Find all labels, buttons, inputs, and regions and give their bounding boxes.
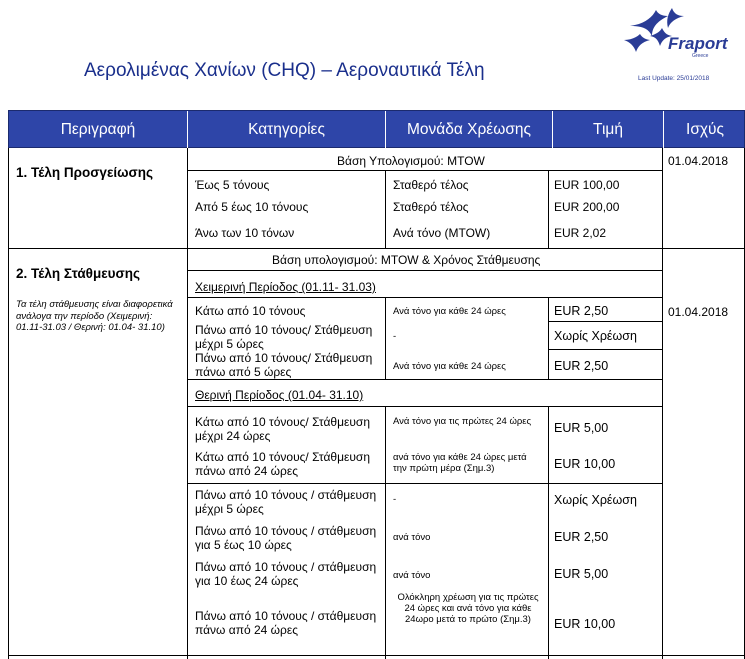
- summer-row-price: EUR 10,00: [554, 457, 616, 471]
- section-landing-title: 1. Τέλη Προσγείωσης: [16, 165, 154, 180]
- winter-row-category: Πάνω από 10 τόνους/ Στάθμευση πάνω από 5 ώρες: [195, 351, 373, 379]
- landing-row-category: Έως 5 τόνους: [195, 178, 270, 192]
- header-price: Τιμή: [553, 111, 664, 149]
- last-update: Last Update: 25/01/2018: [638, 75, 710, 82]
- landing-row-unit: Ανά τόνο (MTOW): [393, 226, 491, 240]
- winter-row-price: EUR 2,50: [554, 304, 609, 318]
- fraport-logo: [622, 6, 742, 64]
- winter-row-unit: -: [393, 331, 397, 342]
- header-categories: Κατηγορίες: [188, 111, 386, 149]
- section-parking-title: 2. Τέλη Στάθμευσης: [16, 266, 140, 281]
- winter-row-unit: Ανά τόνο για κάθε 24 ώρες: [393, 306, 506, 317]
- winter-row-price: Χωρίς Χρέωση: [554, 329, 637, 343]
- summer-row-category: Πάνω από 10 τόνους / στάθμευση μέχρι 5 ώρες: [195, 488, 377, 516]
- landing-row-unit: Σταθερό τέλος: [393, 178, 469, 192]
- page-title: Αερολιμένας Χανίων (CHQ) – Αεροναυτικά Τέλη: [84, 60, 485, 81]
- summer-row-category: Πάνω από 10 τόνους / στάθμευση για 10 έως 24 ώρες: [195, 560, 377, 588]
- logo-subtitle: Greece: [692, 53, 709, 59]
- winter-row-price: EUR 2,50: [554, 359, 609, 373]
- summer-row-category: Πάνω από 10 τόνους / στάθμευση για 5 έως 10 ώρες: [195, 524, 377, 552]
- summer-row-category: Πάνω από 10 τόνους / στάθμευση πάνω από 24 ώρες: [195, 609, 377, 637]
- section-landing-validity: 01.04.2018: [668, 154, 729, 168]
- header-description: Περιγραφή: [9, 111, 188, 149]
- winter-period-label: Χειμερινή Περίοδος (01.11- 31.03): [195, 280, 376, 294]
- summer-row-unit: Ανά τόνο για τις πρώτες 24 ώρες: [393, 416, 532, 427]
- summer-row-unit: Ολόκληρη χρέωση για τις πρώτες 24 ώρες και ανά τόνο για κάθε 24ωρο μετά το πρώτο (Σημ.3): [397, 592, 539, 625]
- landing-row-unit: Σταθερό τέλος: [393, 200, 469, 214]
- summer-row-price: EUR 5,00: [554, 421, 609, 435]
- summer-row-price: EUR 5,00: [554, 567, 609, 581]
- header-charge-unit: Μονάδα Χρέωσης: [386, 111, 553, 149]
- summer-row-unit: ανά τόνο: [393, 532, 431, 543]
- winter-row-category: Κάτω από 10 τόνους: [195, 304, 306, 318]
- section-parking-note: Τα τέλη στάθμευσης είναι διαφορετικά ανάλογα την περίοδο (Χειμερινή: 01.11-31.03 / Θερινή: 01.04- 31.10): [16, 299, 173, 333]
- summer-row-unit: -: [393, 494, 397, 505]
- summer-row-price: EUR 2,50: [554, 530, 609, 544]
- summer-row-category: Κάτω από 10 τόνους/ Στάθμευση μέχρι 24 ώρες: [195, 415, 371, 443]
- landing-row-price: EUR 2,02: [554, 226, 607, 240]
- summer-period-label: Θερινή Περίοδος (01.04- 31.10): [195, 388, 364, 402]
- winter-row-unit: Ανά τόνο για κάθε 24 ώρες: [393, 361, 506, 372]
- summer-row-category: Κάτω από 10 τόνους/ Στάθμευση πάνω από 24 ώρες: [195, 450, 371, 478]
- header-validity: Ισχύς: [686, 121, 724, 138]
- landing-row-category: Από 5 έως 10 τόνους: [195, 200, 309, 214]
- section-parking-validity: 01.04.2018: [668, 305, 729, 319]
- summer-row-price: Χωρίς Χρέωση: [554, 493, 637, 507]
- logo-wordmark: Fraport: [668, 34, 728, 53]
- section-parking-basis: Βάση υπολογισμού: MTOW & Χρόνος Στάθμευσης: [272, 253, 541, 267]
- summer-row-price: EUR 10,00: [554, 617, 616, 631]
- landing-row-category: Άνω των 10 τόνων: [195, 226, 295, 240]
- landing-row-price: EUR 100,00: [554, 178, 620, 192]
- landing-row-price: EUR 200,00: [554, 200, 620, 214]
- winter-row-category: Πάνω από 10 τόνους/ Στάθμευση μέχρι 5 ώρες: [195, 323, 373, 351]
- summer-row-unit: ανά τόνο για κάθε 24 ώρες μετά την πρώτη μέρα (Σημ.3): [393, 452, 527, 474]
- section-landing-basis: Βάση Υπολογισμού: MTOW: [337, 154, 485, 168]
- summer-row-unit: ανά τόνο: [393, 570, 431, 581]
- table-header: [8, 110, 745, 148]
